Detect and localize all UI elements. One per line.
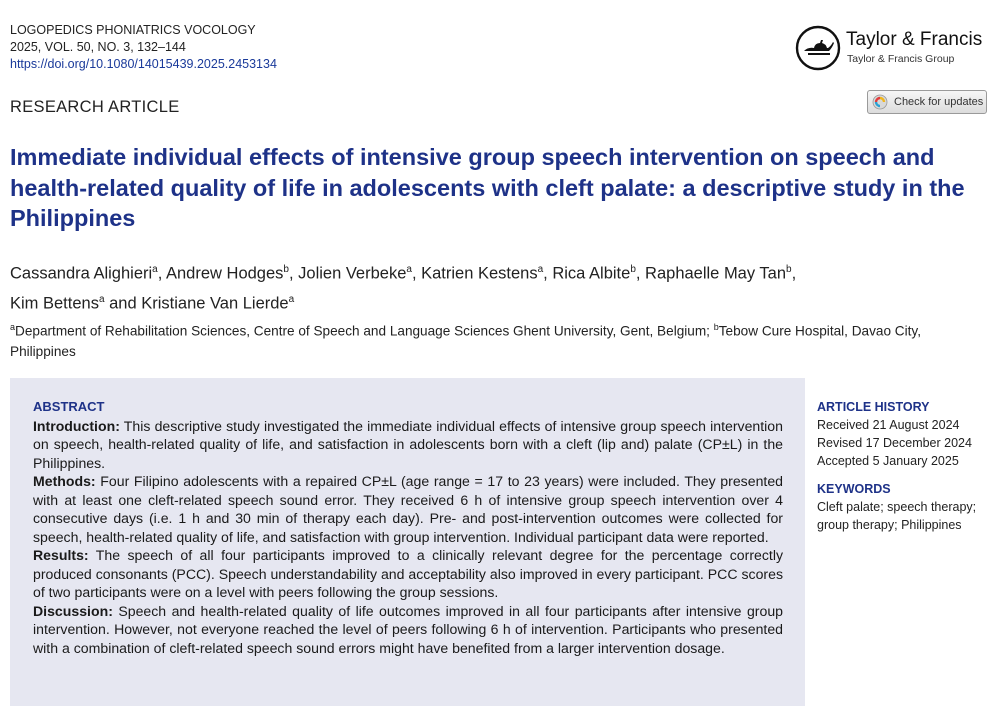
author-separator: , xyxy=(791,264,797,283)
author-name[interactable]: Katrien Kestens xyxy=(421,264,538,283)
abstract-text: The speech of all four participants improved to a clinically relevant degree for the percentage correctly produced consonants (PCC). Speech understandability and acceptability also improved in every participant. PCC scores of two participants were on a level with peers following the group sessions. xyxy=(33,547,783,600)
affiliation-marker: a xyxy=(98,293,105,305)
affiliation-key: b xyxy=(713,322,719,332)
publisher-name: Taylor & Francis xyxy=(846,29,983,50)
article-history-heading: ARTICLE HISTORY xyxy=(817,400,930,414)
affiliation-marker: b xyxy=(283,264,289,275)
keywords-list: Cleft palate; speech therapy; group therapy; Philippines xyxy=(817,500,977,532)
check-for-updates-button[interactable] xyxy=(867,90,987,114)
author-name[interactable]: Andrew Hodges xyxy=(166,264,284,283)
article-title: Immediate individual effects of intensive group speech intervention on speech and health-related quality of life in adolescents with cleft palate: a descriptive study in the Philippines xyxy=(10,144,965,231)
abstract-text: This descriptive study investigated the immediate individual effects of intensive group speech intervention on speech, health-related quality of life, and satisfaction in adolescents born with a cleft (lip and) palate (CP±L) in the Philippines. xyxy=(33,417,783,471)
author-separator: , xyxy=(157,264,166,283)
abstract-box xyxy=(10,378,805,706)
abstract-text: Four Filipino adolescents with a repaired CP±L (age range = 17 to 23 years) were included. They presented with at least one cleft-related speech sound error. They received 6 h of intensive group speech intervention over 4 consecutive days (i.e. 1 h and 30 min of therapy each day). Pre- and post-intervention outcomes were collected for speech, health-related quality of life, and satisfaction with group intervention. Individual participant data were reported. xyxy=(33,473,783,545)
journal-issue: 2025, VOL. 50, NO. 3, 132–144 xyxy=(10,40,186,54)
publisher-group: Taylor & Francis Group xyxy=(847,53,955,65)
author-separator: , xyxy=(635,264,646,283)
abstract-label: Introduction: xyxy=(33,417,120,434)
author-name[interactable]: Cassandra Alighieri xyxy=(10,264,153,283)
affiliation-marker: b xyxy=(786,264,792,275)
affiliations xyxy=(10,317,985,362)
affiliation-marker: a xyxy=(406,264,412,275)
journal-name: LOGOPEDICS PHONIATRICS VOCOLOGY xyxy=(10,23,256,37)
author-separator: , xyxy=(543,264,553,283)
article-sidebar xyxy=(817,398,997,534)
author-name[interactable]: Raphaelle May Tan xyxy=(645,264,786,283)
abstract-label: Methods: xyxy=(33,473,96,489)
affiliation-text: Tebow Cure Hospital, Davao City, Philippines xyxy=(10,323,921,359)
abstract-discussion xyxy=(33,602,783,658)
affiliation-key: a xyxy=(10,322,16,332)
article-type: RESEARCH ARTICLE xyxy=(10,98,180,116)
accepted-date: Accepted 5 January 2025 xyxy=(817,454,959,468)
affiliation-text: Department of Rehabilitation Sciences, Centre of Speech and Language Sciences Ghent University, Gent, Belgium; xyxy=(15,323,714,339)
crossmark-icon xyxy=(872,94,888,110)
author-name[interactable]: Kristiane Van Lierde xyxy=(141,294,289,312)
affiliation-marker: a xyxy=(288,293,295,305)
abstract-label: Discussion: xyxy=(33,602,113,619)
abstract-results xyxy=(33,546,783,602)
author-name[interactable]: Rica Albite xyxy=(552,264,631,283)
affiliation-marker: a xyxy=(537,264,544,275)
author-name[interactable]: Jolien Verbeke xyxy=(298,264,407,283)
check-for-updates-label: Check for updates xyxy=(894,96,984,108)
author-list xyxy=(10,257,970,316)
abstract-text: Speech and health-related quality of life outcomes improved in all four participants after intensive group intervention. However, not everyone reached the level of peers following 6 h of intervention. Participants who presented with a combination of cleft-related speech sound errors might have benefited from a larger intervention dosage. xyxy=(33,602,783,656)
received-date: Received 21 August 2024 xyxy=(817,418,960,432)
abstract-introduction xyxy=(33,417,783,473)
abstract-methods xyxy=(33,472,783,546)
keywords-heading: KEYWORDS xyxy=(817,482,891,496)
doi-link[interactable]: https://doi.org/10.1080/14015439.2025.2453134 xyxy=(10,57,277,71)
author-name[interactable]: Kim Bettens xyxy=(10,294,99,312)
author-separator: , xyxy=(288,264,299,283)
abstract-label: Results: xyxy=(33,547,89,563)
journal-info xyxy=(10,22,277,73)
abstract-heading: ABSTRACT xyxy=(33,399,105,414)
affiliation-marker: b xyxy=(630,264,636,275)
affiliation-marker: a xyxy=(152,264,158,275)
revised-date: Revised 17 December 2024 xyxy=(817,436,972,450)
author-separator: and xyxy=(104,294,142,312)
abstract-content xyxy=(33,398,783,657)
author-separator: , xyxy=(411,264,422,283)
